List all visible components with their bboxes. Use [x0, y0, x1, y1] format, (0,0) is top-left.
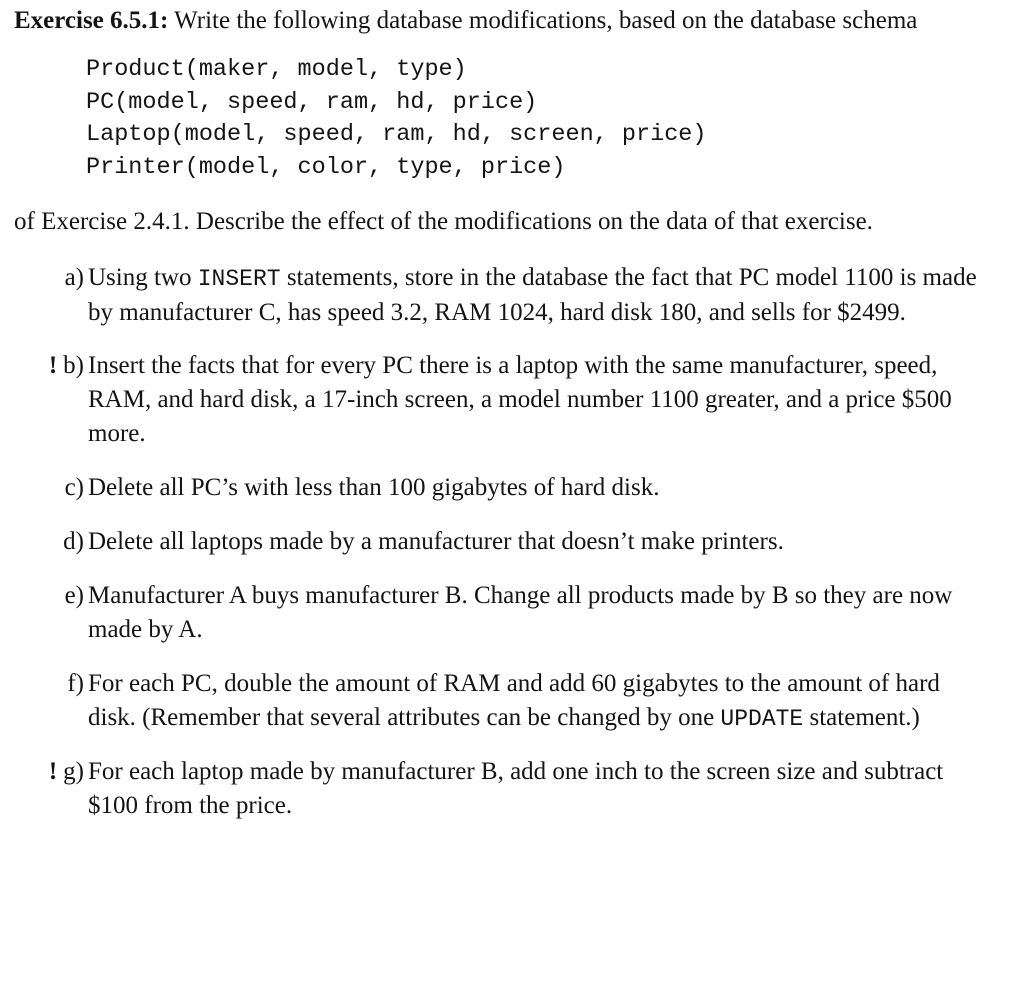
item-text-after: statement.) — [803, 703, 920, 731]
item-text-after: statements, store in the database the fact that PC model 1100 is made by manufacturer C, has speed 3.2, RAM 1024, hard disk 180, and sells for $2499. — [88, 263, 977, 326]
exercise-page — [14, 0, 1004, 843]
exercise-items — [14, 261, 1004, 824]
item-label — [14, 261, 84, 295]
item-letter: a) — [64, 263, 84, 291]
item-label — [14, 525, 84, 559]
exercise-item-f — [14, 667, 981, 736]
exercise-title: Exercise 6.5.1: — [14, 7, 169, 34]
difficulty-mark: ! — [48, 757, 58, 785]
schema-block — [86, 54, 1004, 185]
exercise-item-b — [14, 349, 981, 452]
item-text: For each laptop made by manufacturer B, add one inch to the screen size and subtract $100 from the price. — [88, 757, 944, 819]
item-code: INSERT — [197, 265, 281, 292]
item-text: Insert the facts that for every PC there is a laptop with the same manufacturer, speed, RAM, and hard disk, a 17-inch screen, a model number 1100 greater, and a price $500 more. — [88, 351, 952, 447]
item-letter: g) — [63, 757, 84, 785]
item-code: UPDATE — [720, 705, 804, 732]
item-label — [14, 667, 84, 701]
item-label — [14, 579, 84, 613]
exercise-item-c — [14, 471, 981, 506]
schema-line-product: Product(maker, model, type) — [86, 56, 467, 83]
exercise-item-a — [14, 261, 981, 330]
item-text: Delete all PC’s with less than 100 gigabytes of hard disk. — [88, 473, 660, 501]
item-label — [14, 349, 84, 383]
item-letter: d) — [63, 527, 84, 555]
exercise-item-e — [14, 579, 981, 648]
exercise-outro: of Exercise 2.4.1. Describe the effect of the modifications on the data of that exercise. — [14, 207, 873, 235]
exercise-intro — [14, 2, 1004, 40]
item-letter: e) — [64, 581, 84, 609]
schema-line-laptop: Laptop(model, speed, ram, hd, screen, price) — [86, 121, 707, 149]
exercise-item-d — [14, 525, 981, 560]
item-label — [14, 755, 84, 789]
schema-line-printer: Printer(model, color, type, price) — [86, 154, 566, 182]
item-text: Using two — [88, 263, 198, 291]
item-letter: c) — [64, 473, 84, 501]
item-letter: b) — [63, 351, 84, 379]
item-letter: f) — [67, 669, 84, 697]
item-label — [14, 471, 84, 505]
exercise-intro-text: Write the following database modifications, based on the database schema — [174, 7, 918, 34]
exercise-item-g — [14, 755, 981, 824]
item-text: For each PC, double the amount of RAM and add 60 gigabytes to the amount of hard disk. (Remember that several attributes can be changed by one — [88, 669, 940, 731]
difficulty-mark: ! — [48, 351, 58, 379]
item-text: Delete all laptops made by a manufacturer that doesn’t make printers. — [88, 527, 784, 555]
item-text: Manufacturer A buys manufacturer B. Change all products made by B so they are now made by A. — [88, 581, 953, 643]
schema-line-pc: PC(model, speed, ram, hd, price) — [86, 88, 538, 116]
